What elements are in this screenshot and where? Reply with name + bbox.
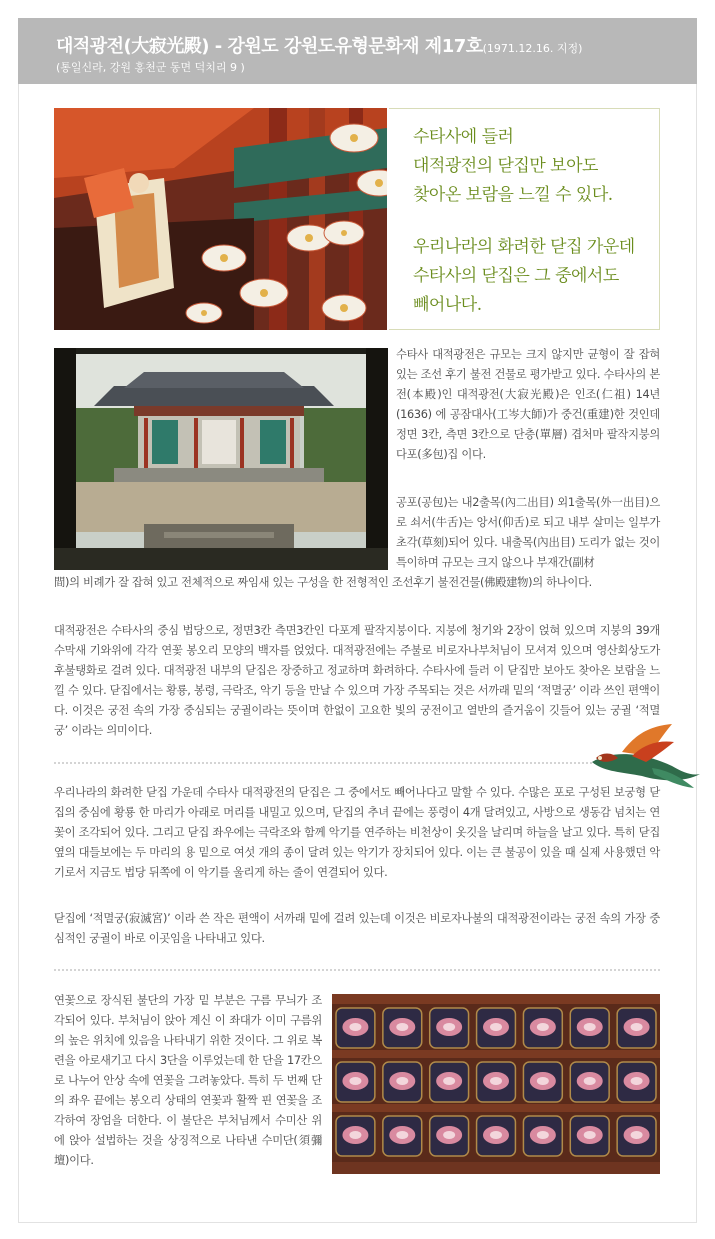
page-title — [56, 32, 582, 58]
paragraph-canopy-detail: 우리나라의 화려한 닫집 가운데 수타사 대적광전의 닫집은 그 중에서도 빼어나다고 말할 수 있다. 수많은 포로 구성된 보궁형 닫집의 중심에 황룡 한 마리가 아래로 머리를 내밀고 있으며, 닫집의 추녀 끝에는 풍령이 4개 달려있고, 사방으로 생동감 넘치는 연꽃이 조각되어 있다. 그리고 닫집 좌우에는 극락조와 함께 악기를 연주하는 비천상이 옷깃을 날리며 하늘을 날고 있다. 특히 닫집 옆의 대들보에는 두 마리의 용 밑으로 여섯 개의 종이 달려 있는 악기가 장치되어 있다. 이는 큰 불공이 있을 때 실제 사용했던 악기로서 지금도 법당 뒤쪽에 이 악기를 울리게 하는 줄이 연결되어 있다. — [54, 786, 660, 879]
flying-bird-ornament — [582, 722, 702, 790]
title-text: 대적광전(大寂光殿) - 강원도 강원도유형문화재 제17호 — [56, 36, 483, 57]
quote-line: 수타사의 닫집은 그 중에서도 — [413, 266, 619, 286]
quote-paragraph-1 — [413, 123, 613, 210]
quote-paragraph-2 — [413, 233, 635, 320]
quote-line: 우리나라의 화려한 닫집 가운데 — [413, 237, 635, 257]
quote-line: 찾아온 보람을 느낄 수 있다. — [413, 185, 613, 205]
quote-line: 대적광전의 닫집만 보아도 — [413, 156, 598, 176]
paragraph-main-hall: 대적광전은 수타사의 중심 법당으로, 정면3칸 측면3칸인 다포계 팔작지붕이다. 지붕에 청기와 2장이 얹혀 있으며 지붕의 39개 수막새 기와위에 각각 연꽃 봉오리 모양의 백자를 얹었다. 대적광전에는 주불로 비로자나부처님이 모셔져 있으며 영산회상도가 후불탱화로 걸려 있다. 대적광전 내부의 닫집은 장중하고 정교하며 화려하다. 수타사에 들러 이 닫집만 보아도 찾아온 보람을 느낄 수 있다. 닫집에서는 황룡, 봉령, 극락조, 악기 등을 만날 수 있으며 가장 주목되는 것은 서까래 밑의 ‘적멸궁’ 이라 쓰인 편액이다. 이것은 궁전 속의 가장 중심되는 궁궐이라는 뜻이며 한없이 고요한 빛의 궁전이고 열반의 즐거움이 깃들어 있는 궁궐 ‘적멸궁’ 이라는 의미이다. — [54, 624, 660, 737]
dotted-divider — [54, 762, 660, 764]
quote-line: 빼어나다. — [413, 295, 482, 315]
temple-hall-photo — [54, 348, 388, 570]
highlight-quote-box — [389, 108, 660, 330]
altar-lotus-carving-photo — [332, 994, 660, 1174]
page-header — [18, 18, 697, 84]
canopy-painting-image — [54, 108, 387, 330]
paragraph-bracket-continued: 間)의 비례가 잘 잡혀 있고 전체적으로 짜임새 있는 구성을 한 전형적인 조선후기 불전건물(佛殿建物)의 하나이다. — [54, 576, 592, 589]
paragraph-plaque: 닫집에 ‘적멸궁(寂滅宮)’ 이라 쓴 작은 편액이 서까래 밑에 걸려 있는데 이것은 비로자나불의 대적광전이라는 궁전 속의 가장 중심적인 궁궐이 바로 이곳임을 나타내고 있다. — [54, 912, 660, 945]
paragraph-hall-overview: 수타사 대적광전은 규모는 크지 않지만 균형이 잘 잡혀있는 조선 후기 불전 건물로 평가받고 있다. 수타사의 본전(本殿)인 대적광전(大寂光殿)은 인조(仁祖) 14년(1636) 에 공잠대사(工岑大師)가 중건(重建)한 것인데 정면 3칸, 측면 3칸으로 단층(單層) 겹처마 팔작지붕의 다포(多包)집 이다. — [396, 348, 660, 461]
paragraph-altar: 연꽃으로 장식된 불단의 가장 밑 부분은 구름 무늬가 조각되어 있다. 부처님이 앉아 계신 이 좌대가 이미 구름위의 높은 위치에 있음을 나타내기 위한 것이다. 그 위로 복련을 아로새기고 다시 3단을 이루었는데 한 단을 17칸으로 나누어 안상 속에 연꽃을 그려놓았다. 특히 두 번째 단의 좌우 끝에는 봉오리 상태의 연꽃과 활짝 핀 연꽃을 조각하여 장엄을 더한다. 이 불단은 부처님께서 수미산 위에 앉아 설법하는 것을 상징적으로 나타낸 수미단(須彌壇)이다. — [54, 994, 322, 1167]
quote-line: 수타사에 들러 — [413, 127, 514, 147]
page-subtitle: (통일신라, 강원 홍천군 동면 덕치리 9 ) — [56, 61, 245, 74]
paragraph-bracket-description: 공포(공包)는 내2출목(內二出目) 외1출목(外一出目)으로 쇠서(牛舌)는 앙서(仰舌)로 되고 내부 살미는 일부가 초각(草刻)되어 있다. 내출목(內出目) 도리가 없는 것이 특이하며 규모는 크지 않으나 부재간(副材 — [396, 496, 660, 569]
title-suffix: (1971.12.16. 지정) — [482, 42, 583, 55]
dotted-divider — [54, 969, 660, 971]
